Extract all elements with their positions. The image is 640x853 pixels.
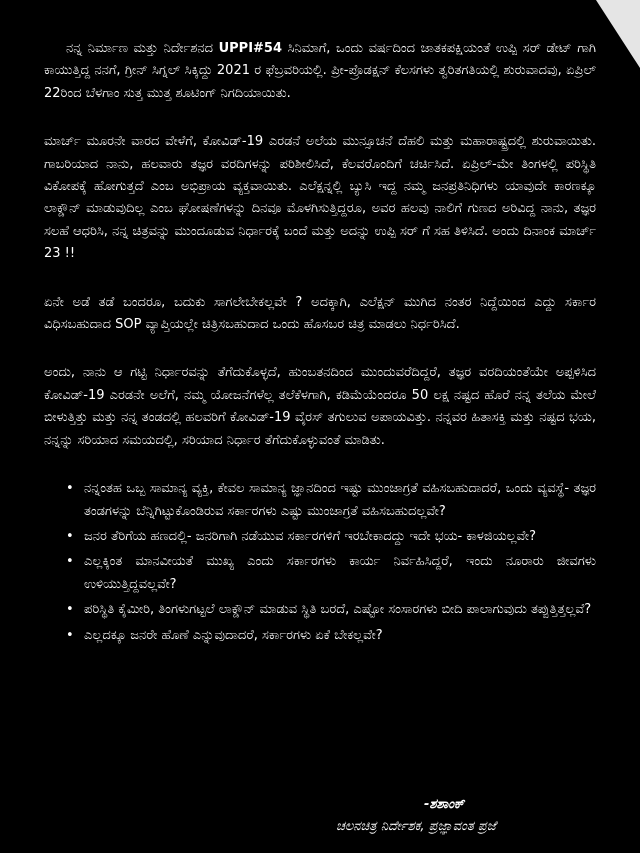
list-item-text: ನನ್ನಂತಹ ಒಬ್ಬ ಸಾಮಾನ್ಯ ವ್ಯಕ್ತಿ, ಕೇವಲ ಸಾಮಾನ್ಯ ಜ್ಞಾನದಿಂದ ಇಷ್ಟು ಮುಂಜಾಗ್ರತೆ ವಹಿಸಬಹುದಾದರೆ, ಒಂದು ವ್ಯವಸ್ಥೆ- ತಜ್ಞರ ತಂಡಗಳನ್ನು ಬೆನ್ನಿಗಿಟ್ಟುಕೊಂಡಿರುವ ಸರ್ಕಾರಗಳು ಎಷ್ಟು ಮುಂಜಾಗ್ರತೆ ವಹಿಸಬಹುದಲ್ಲವೇ?: [84, 481, 596, 519]
list-item: [66, 551, 596, 596]
author-title: ಚಲನಚಿತ್ರ ನಿರ್ದೇಶಕ, ಪ್ರಜ್ಞಾವಂತ ಪ್ರಜೆ: [336, 819, 497, 835]
bullet-icon: •: [66, 481, 74, 497]
paragraph-decision: ಅಂದು, ನಾನು ಆ ಗಟ್ಟಿ ನಿರ್ಧಾರವನ್ನು ತೆಗೆದುಕೊಳ್ಳದೆ, ಹುಂಬತನದಿಂದ ಮುಂದುವರೆದಿದ್ದರೆ, ತಜ್ಞರ ವರದಿಯಂತೆಯೇ ಅಪ್ಪಳಿಸಿದ ಕೋವಿಡ್-19 ಎರಡನೇ ಅಲೆಗೆ, ನಮ್ಮ ಯೋಜನೆಗಳೆಲ್ಲ ತಲೆಕೆಳಗಾಗಿ, ಕಡಿಮೆಯೆಂದರೂ 50 ಲಕ್ಷ ನಷ್ಟದ ಹೊರೆ ನನ್ನ ತಲೆಯ ಮೇಲೆ ಬೀಳುತ್ತಿತ್ತು ಮತ್ತು ನನ್ನ ತಂಡದಲ್ಲಿ ಹಲವರಿಗೆ ಕೋವಿಡ್-19 ವೈರಸ್ ತಗುಲುವ ಅಪಾಯವಿತ್ತು. ನನ್ನವರ ಹಿತಾಸಕ್ತಿ ಮತ್ತು ನಷ್ಟದ ಭಯ, ನನ್ನನ್ನು ಸರಿಯಾದ ಸಮಯದಲ್ಲಿ, ಸರಿಯಾದ ನಿರ್ಧಾರ ತೆಗೆದುಕೊಳ್ಳುವಂತೆ ಮಾಡಿತು.: [44, 365, 596, 448]
bullet-icon: •: [66, 554, 74, 570]
paragraph-intro: [44, 38, 596, 105]
list-item: [66, 625, 596, 647]
list-item-text: ಜನರ ತೆರಿಗೆಯ ಹಣದಲ್ಲಿ- ಜನರಿಗಾಗಿ ನಡೆಯುವ ಸರ್ಕಾರಗಳಿಗೆ ಇರಬೇಕಾದದ್ದು ಇದೇ ಭಯ- ಕಾಳಜಿಯಲ್ಲವೇ?: [84, 528, 536, 544]
list-item-text: ಪರಿಸ್ಥಿತಿ ಕೈಮೀರಿ, ತಿಂಗಳುಗಟ್ಟಲೆ ಲಾಕ್ಡೌನ್ ಮಾಡುವ ಸ್ಥಿತಿ ಬರದೆ, ಎಷ್ಟೋ ಸಂಸಾರಗಳು ಬೀದಿ ಪಾಲಾಗುವುದು ತಪ್ಪುತ್ತಿತ್ತಲ್ಲವೆ?: [84, 602, 592, 618]
questions-list: [44, 478, 596, 647]
bullet-icon: •: [66, 602, 74, 618]
list-item-text: ಎಲ್ಲಕ್ಕಿಂತ ಮಾನವೀಯತೆ ಮುಖ್ಯ ಎಂದು ಸರ್ಕಾರಗಳು ಕಾರ್ಯ ನಿರ್ವಹಿಸಿದ್ದರೆ, ಇಂದು ನೂರಾರು ಜೀವಗಳು ಉಳಿಯುತ್ತಿದ್ದವಲ್ಲವೇ?: [84, 554, 596, 592]
list-item-text: ಎಲ್ಲದಕ್ಕೂ ಜನರೇ ಹೊಣೆ ಎನ್ನುವುದಾದರೆ, ಸರ್ಕಾರಗಳು ಏಕೆ ಬೇಕಲ್ಲವೇ?: [84, 627, 383, 643]
film-title: UPPI#54: [218, 41, 283, 56]
bullet-icon: •: [66, 528, 74, 544]
paragraph-new-plan: ಏನೇ ಅಡೆ ತಡೆ ಬಂದರೂ, ಬದುಕು ಸಾಗಲೇಬೇಕಲ್ಲವೇ ? ಅದಕ್ಕಾಗಿ, ಎಲೆಕ್ಷನ್ ಮುಗಿದ ನಂತರ ನಿದ್ದೆಯಿಂದ ಎದ್ದು ಸರ್ಕಾರ ವಿಧಿಸಬಹುದಾದ SOP ವ್ಯಾಪ್ತಿಯಲ್ಲೇ ಚಿತ್ರಿಸಬಹುದಾದ ಒಂದು ಹೊಸಬರ ಚಿತ್ರ ಮಾಡಲು ನಿರ್ಧರಿಸಿದೆ.: [44, 294, 596, 333]
page-corner-fold: [596, 0, 640, 68]
list-item: [66, 599, 596, 621]
intro-text-start: ನನ್ನ ನಿರ್ಮಾಣ ಮತ್ತು ನಿರ್ದೇಶನದ: [66, 41, 219, 56]
bullet-icon: •: [66, 627, 74, 643]
signature-block: [336, 794, 596, 839]
intro-text-end: ಸಿನಿಮಾಗೆ, ಒಂದು ವರ್ಷದಿಂದ ಜಾತಕಪಕ್ಷಿಯಂತೆ ಉಪ್ಪಿ ಸರ್ ಡೇಟ್ ಗಾಗಿ ಕಾಯುತ್ತಿದ್ದ ನನಗೆ, ಗ್ರೀನ್ ಸಿಗ್ನಲ್ ಸಿಕ್ಕಿದ್ದು 2021 ರ ಫೆಬ್ರವರಿಯಲ್ಲಿ. ಪ್ರೀ-ಪ್ರೊಡಕ್ಷನ್ ಕೆಲಸಗಳು ತ್ವರಿತಗತಿಯಲ್ಲಿ ಶುರುವಾದವು, ಏಪ್ರಿಲ್ 22ರಿಂದ ಬೆಳಗಾಂ ಸುತ್ತ ಮುತ್ತ ಶೂಟಿಂಗ್ ನಿಗದಿಯಾಯಿತು.: [44, 41, 596, 101]
list-item: [66, 526, 596, 548]
paragraph-covid-warning: ಮಾರ್ಚ್ ಮೂರನೇ ವಾರದ ವೇಳೆಗೆ, ಕೋವಿಡ್-19 ಎರಡನೆ ಅಲೆಯ ಮುನ್ಸೂಚನೆ ದೆಹಲಿ ಮತ್ತು ಮಹಾರಾಷ್ಟ್ರದಲ್ಲಿ ಶುರುವಾಯಿತು. ಗಾಬರಿಯಾದ ನಾನು, ಹಲವಾರು ತಜ್ಞರ ವರದಿಗಳನ್ನು ಪರಿಶೀಲಿಸಿದೆ, ಕೆಲವರೊಂದಿಗೆ ಚರ್ಚಿಸಿದೆ. ಏಪ್ರಿಲ್-ಮೇ ತಿಂಗಳಲ್ಲಿ ಪರಿಸ್ಥಿತಿ ವಿಕೋಪಕ್ಕೆ ಹೋಗುತ್ತದೆ ಎಂಬ ಅಭಿಪ್ರಾಯ ವ್ಯಕ್ತವಾಯಿತು. ಎಲೆಕ್ಷನ್ನಲ್ಲಿ ಬ್ಯುಸಿ ಇದ್ದ ನಮ್ಮ ಜನಪ್ರತಿನಿಧಿಗಳು ಯಾವುದೇ ಕಾರಣಕ್ಕೂ ಲಾಕ್ಡೌನ್ ಮಾಡುವುದಿಲ್ಲ ಎಂಬ ಘೋಷಣೆಗಳನ್ನು ದಿನವೂ ಮೊಳಗಿಸುತ್ತಿದ್ದರೂ, ಅವರ ಹಲವು ನಾಲಿಗೆ ಗುಣದ ಅರಿವಿದ್ದ ನಾನು, ತಜ್ಞರ ಸಲಹೆ ಆಧರಿಸಿ, ನನ್ನ ಚಿತ್ರವನ್ನು ಮುಂದೂಡುವ ನಿರ್ಧಾರಕ್ಕೆ ಬಂದೆ ಮತ್ತು ಅದನ್ನು ಉಪ್ಪಿ ಸರ್ ಗೆ ಸಹ ತಿಳಿಸಿದೆ. ಅಂದು ದಿನಾಂಕ ಮಾರ್ಚ್ 23 !!: [44, 134, 596, 262]
author-name: -ಶಶಾಂಕ್: [424, 797, 465, 812]
list-item: [66, 478, 596, 523]
